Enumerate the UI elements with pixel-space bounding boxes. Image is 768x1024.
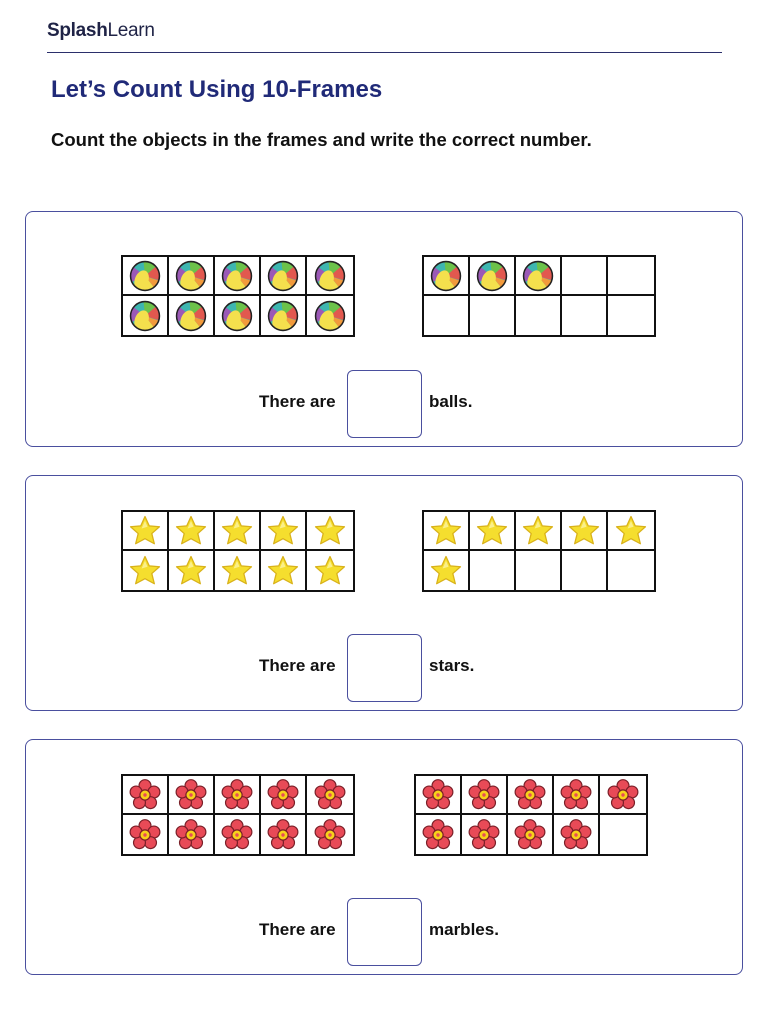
sentence-prefix: There are — [259, 920, 336, 939]
star-icon — [128, 554, 162, 588]
flower-icon — [513, 818, 547, 852]
ten-frame-cell — [169, 815, 215, 854]
ten-frame-cell — [470, 257, 516, 296]
answer-box[interactable] — [347, 898, 422, 966]
beach-ball-icon — [220, 259, 254, 293]
header-divider — [47, 52, 722, 53]
beach-ball-icon — [429, 259, 463, 293]
beach-ball-icon — [313, 259, 347, 293]
ten-frame-cell — [516, 551, 562, 590]
ten-frame-cell — [123, 512, 169, 551]
ten-frame-cell — [600, 815, 646, 854]
ten-frame-left — [121, 510, 355, 592]
beach-ball-icon — [475, 259, 509, 293]
ten-frame-cell — [261, 257, 307, 296]
problem-section-1 — [25, 211, 743, 447]
sentence-suffix: stars. — [429, 656, 475, 675]
flower-icon — [128, 818, 162, 852]
logo-bold-text: Splash — [47, 20, 108, 41]
star-icon — [521, 514, 555, 548]
flower-icon — [266, 818, 300, 852]
ten-frame-cell — [169, 257, 215, 296]
ten-frame-cell — [123, 257, 169, 296]
flower-icon — [266, 778, 300, 812]
ten-frame-cell — [307, 551, 353, 590]
sentence-prefix: There are — [259, 656, 336, 675]
star-icon — [266, 514, 300, 548]
flower-icon — [174, 818, 208, 852]
ten-frame-cell — [424, 296, 470, 335]
beach-ball-icon — [266, 299, 300, 333]
ten-frame-cell — [123, 296, 169, 335]
beach-ball-icon — [220, 299, 254, 333]
ten-frame-cell — [169, 512, 215, 551]
problem-section-3 — [25, 739, 743, 975]
ten-frame-cell — [608, 512, 654, 551]
ten-frame-cell — [261, 815, 307, 854]
ten-frame-left — [121, 774, 355, 856]
ten-frame-cell — [424, 551, 470, 590]
ten-frame-right — [422, 255, 656, 337]
flower-icon — [606, 778, 640, 812]
ten-frame-cell — [169, 296, 215, 335]
sentence-suffix: balls. — [429, 392, 473, 411]
splashlearn-logo — [47, 20, 155, 42]
star-icon — [266, 554, 300, 588]
ten-frame-cell — [123, 551, 169, 590]
star-icon — [174, 514, 208, 548]
flower-icon — [421, 778, 455, 812]
star-icon — [313, 554, 347, 588]
ten-frame-cell — [462, 776, 508, 815]
ten-frame-cell — [508, 776, 554, 815]
ten-frame-cell — [600, 776, 646, 815]
ten-frame-cell — [215, 551, 261, 590]
ten-frame-right — [414, 774, 648, 856]
ten-frame-cell — [562, 551, 608, 590]
ten-frame-cell — [215, 296, 261, 335]
flower-icon — [174, 778, 208, 812]
logo-light-text: Learn — [107, 20, 155, 41]
ten-frame-cell — [562, 512, 608, 551]
beach-ball-icon — [128, 259, 162, 293]
flower-icon — [313, 818, 347, 852]
ten-frame-cell — [215, 512, 261, 551]
beach-ball-icon — [313, 299, 347, 333]
answer-box[interactable] — [347, 634, 422, 702]
ten-frame-cell — [608, 257, 654, 296]
ten-frame-left — [121, 255, 355, 337]
ten-frame-cell — [516, 257, 562, 296]
star-icon — [429, 514, 463, 548]
ten-frame-cell — [554, 776, 600, 815]
ten-frame-cell — [307, 512, 353, 551]
flower-icon — [128, 778, 162, 812]
star-icon — [128, 514, 162, 548]
ten-frame-cell — [516, 512, 562, 551]
ten-frame-cell — [608, 551, 654, 590]
ten-frame-cell — [307, 296, 353, 335]
instructions: Count the objects in the frames and write the correct number. — [51, 129, 592, 150]
ten-frame-cell — [261, 512, 307, 551]
ten-frame-cell — [462, 815, 508, 854]
ten-frame-cell — [562, 257, 608, 296]
flower-icon — [421, 818, 455, 852]
ten-frame-cell — [562, 296, 608, 335]
ten-frame-cell — [307, 776, 353, 815]
problem-section-2 — [25, 475, 743, 711]
ten-frame-cell — [424, 257, 470, 296]
ten-frame-cell — [169, 776, 215, 815]
sentence-suffix: marbles. — [429, 920, 499, 939]
flower-icon — [220, 818, 254, 852]
ten-frame-cell — [470, 551, 516, 590]
ten-frame-cell — [554, 815, 600, 854]
ten-frame-cell — [516, 296, 562, 335]
ten-frame-cell — [123, 815, 169, 854]
page-title: Let’s Count Using 10-Frames — [51, 76, 383, 103]
flower-icon — [467, 778, 501, 812]
beach-ball-icon — [266, 259, 300, 293]
ten-frame-cell — [261, 776, 307, 815]
star-icon — [567, 514, 601, 548]
ten-frame-cell — [307, 815, 353, 854]
flower-icon — [467, 818, 501, 852]
ten-frame-cell — [608, 296, 654, 335]
sentence-prefix: There are — [259, 392, 336, 411]
flower-icon — [313, 778, 347, 812]
ten-frame-cell — [123, 776, 169, 815]
beach-ball-icon — [174, 259, 208, 293]
star-icon — [429, 554, 463, 588]
ten-frame-cell — [215, 257, 261, 296]
ten-frame-cell — [508, 815, 554, 854]
ten-frame-cell — [261, 296, 307, 335]
ten-frame-cell — [215, 776, 261, 815]
star-icon — [313, 514, 347, 548]
flower-icon — [559, 818, 593, 852]
beach-ball-icon — [174, 299, 208, 333]
star-icon — [174, 554, 208, 588]
star-icon — [475, 514, 509, 548]
answer-box[interactable] — [347, 370, 422, 438]
star-icon — [220, 514, 254, 548]
ten-frame-cell — [169, 551, 215, 590]
star-icon — [220, 554, 254, 588]
flower-icon — [220, 778, 254, 812]
flower-icon — [513, 778, 547, 812]
ten-frame-right — [422, 510, 656, 592]
ten-frame-cell — [470, 296, 516, 335]
beach-ball-icon — [521, 259, 555, 293]
beach-ball-icon — [128, 299, 162, 333]
ten-frame-cell — [215, 815, 261, 854]
star-icon — [614, 514, 648, 548]
ten-frame-cell — [307, 257, 353, 296]
flower-icon — [559, 778, 593, 812]
ten-frame-cell — [416, 815, 462, 854]
ten-frame-cell — [416, 776, 462, 815]
ten-frame-cell — [261, 551, 307, 590]
ten-frame-cell — [470, 512, 516, 551]
ten-frame-cell — [424, 512, 470, 551]
